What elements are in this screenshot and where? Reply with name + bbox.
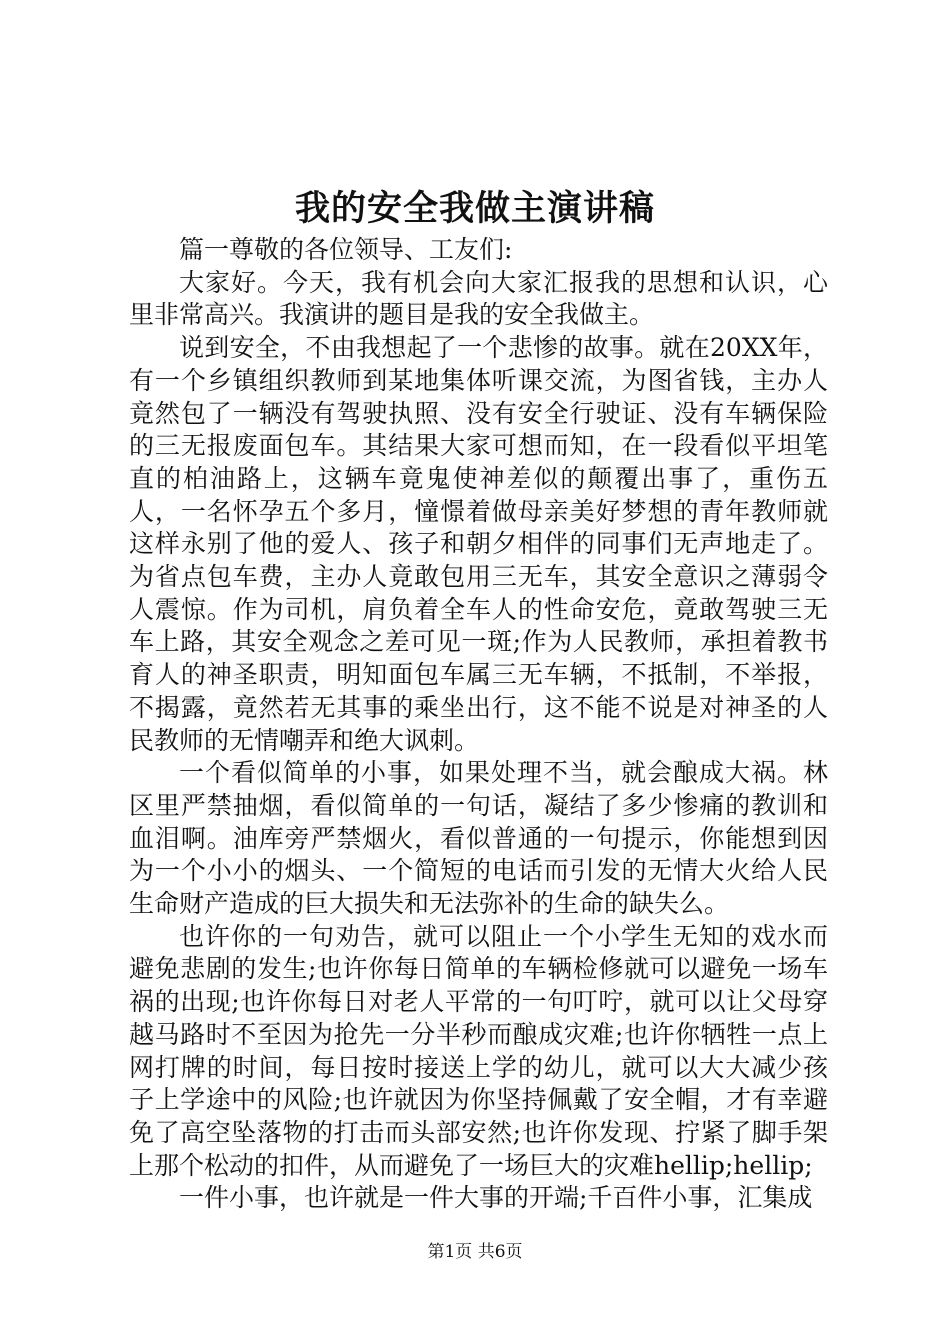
paragraph-greeting: 篇一尊敬的各位领导、工友们: — [179, 235, 513, 264]
document-title: 我的安全我做主演讲稿 — [294, 188, 655, 229]
document-body — [129, 234, 828, 1215]
paragraph-conclusion-start: 一件小事，也许就是一件大事的开端;千百件小事，汇集成 — [179, 1183, 813, 1213]
page-number-footer: 第1页 共6页 — [427, 1242, 523, 1262]
paragraph-perhaps: 也许你的一句劝告，就可以阻止一个小学生无知的戏水而避免悲剧的发生;也许你每日简单的车辆检修就可以避免一场车祸的出现;也许你每日对老人平常的一句叮咛，就可以让父母穿越马路时不至因为抢先一分半秒而酿成灾难;也许你牺牲一点上网打牌的时间，每日按时接送上学的幼儿，就可以大大减少孩子上学途中的风险;也许就因为你坚持佩戴了安全帽，才有幸避免了高空坠落物的打击而头部安然;也许你发现、拧紧了脚手架上那个松动的扣件，从而避免了一场巨大的灾难hellip;hellip; — [129, 921, 828, 1180]
paragraph-small-things: 一个看似简单的小事，如果处理不当，就会酿成大祸。林区里严禁抽烟，看似简单的一句话，凝结了多少惨痛的教训和血泪啊。油库旁严禁烟火，看似普通的一句提示，你能想到因为一个小小的烟头、一个简短的电话而引发的无情大火给人民生命财产造成的巨大损失和无法弥补的生命的缺失么。 — [129, 758, 828, 919]
paragraph-story: 说到安全，不由我想起了一个悲惨的故事。就在20XX年，有一个乡镇组织教师到某地集体听课交流，为图省钱，主办人竟然包了一辆没有驾驶执照、没有安全行驶证、没有车辆保险的三无报废面包车。其结果大家可想而知，在一段看似平坦笔直的柏油路上，这辆车竟鬼使神差似的颠覆出事了，重伤五人，一名怀孕五个多月，憧憬着做母亲美好梦想的青年教师就这样永别了他的爱人、孩子和朝夕相伴的同事们无声地走了。为省点包车费，主办人竟敢包用三无车，其安全意识之薄弱令人震惊。作为司机，肩负着全车人的性命安危，竟敢驾驶三无车上路，其安全观念之差可见一斑;作为人民教师，承担着教书育人的神圣职责，明知面包车属三无车辆，不抵制，不举报，不揭露，竟然若无其事的乘坐出行，这不能不说是对神圣的人民教师的无情嘲弄和绝大讽刺。 — [129, 333, 828, 755]
paragraph-intro: 大家好。今天，我有机会向大家汇报我的思想和认识，心里非常高兴。我演讲的题目是我的安全我做主。 — [129, 267, 828, 330]
